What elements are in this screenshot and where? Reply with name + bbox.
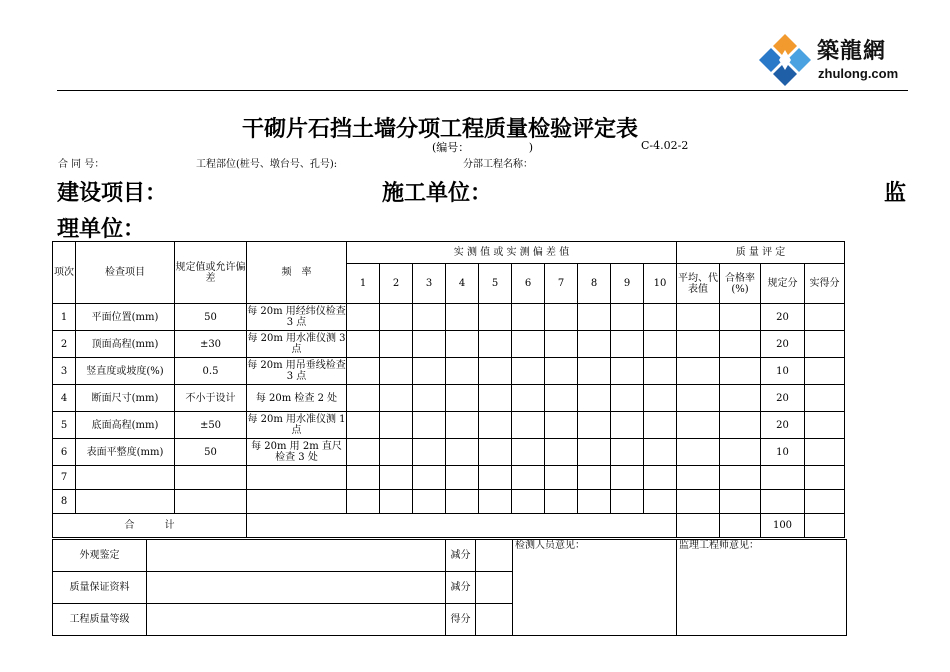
measured-cell[interactable] bbox=[578, 466, 611, 490]
row-item bbox=[76, 466, 175, 490]
measured-cell[interactable] bbox=[512, 466, 545, 490]
header-item: 检查项目 bbox=[76, 242, 175, 304]
measured-cell[interactable] bbox=[644, 412, 677, 439]
row-item: 表面平整度(mm) bbox=[76, 439, 175, 466]
pass-cell[interactable] bbox=[720, 490, 761, 514]
measured-cell[interactable] bbox=[611, 304, 644, 331]
avg-cell[interactable] bbox=[677, 439, 720, 466]
row-tolerance: 不小于设计 bbox=[175, 385, 247, 412]
row-tolerance: ±30 bbox=[175, 331, 247, 358]
zhulong-logo bbox=[757, 32, 907, 88]
col-3: 3 bbox=[413, 264, 446, 304]
measured-cell[interactable] bbox=[380, 385, 413, 412]
measured-cell[interactable] bbox=[611, 490, 644, 514]
row-item bbox=[76, 490, 175, 514]
row-score: 20 bbox=[761, 331, 805, 358]
row-score bbox=[761, 466, 805, 490]
measured-cell[interactable] bbox=[479, 439, 512, 466]
measured-cell[interactable] bbox=[347, 439, 380, 466]
contractor-label: 施工单位： bbox=[382, 180, 493, 206]
row-frequency: 每 20m 用水准仪测 1 点 bbox=[247, 412, 347, 439]
measured-cell[interactable] bbox=[347, 331, 380, 358]
measured-cell[interactable] bbox=[347, 490, 380, 514]
row-frequency: 每 20m 用 2m 直尺检查 3 处 bbox=[247, 439, 347, 466]
pass-cell[interactable] bbox=[720, 466, 761, 490]
construction-project-label: 建设项目： bbox=[57, 180, 168, 206]
measured-cell[interactable] bbox=[446, 466, 479, 490]
total-avg[interactable] bbox=[677, 514, 720, 538]
col-10: 10 bbox=[644, 264, 677, 304]
row-frequency: 每 20m 用水准仪测 3 点 bbox=[247, 331, 347, 358]
measured-cell[interactable] bbox=[479, 490, 512, 514]
contract-no-label: 合 同 号： bbox=[58, 159, 105, 170]
actual-cell[interactable] bbox=[805, 358, 845, 385]
header-pass-rate: 合格率(%) bbox=[720, 264, 761, 304]
pass-cell[interactable] bbox=[720, 439, 761, 466]
measured-cell[interactable] bbox=[413, 439, 446, 466]
deduct-label-2: 减分 bbox=[446, 572, 476, 604]
measured-cell[interactable] bbox=[545, 439, 578, 466]
row-score: 20 bbox=[761, 412, 805, 439]
row-score: 10 bbox=[761, 358, 805, 385]
measured-cell[interactable] bbox=[479, 358, 512, 385]
row-no: 6 bbox=[53, 439, 76, 466]
row-no: 2 bbox=[53, 331, 76, 358]
measured-cell[interactable] bbox=[644, 331, 677, 358]
logo-en-text: zhulong.com bbox=[818, 66, 899, 81]
measured-cell[interactable] bbox=[413, 331, 446, 358]
measured-cell[interactable] bbox=[644, 439, 677, 466]
docs-label: 质量保证资料 bbox=[53, 572, 147, 604]
got-label: 得分 bbox=[446, 604, 476, 636]
measured-cell[interactable] bbox=[347, 304, 380, 331]
header-score: 规定分 bbox=[761, 264, 805, 304]
measured-cell[interactable] bbox=[611, 412, 644, 439]
measured-cell[interactable] bbox=[347, 412, 380, 439]
avg-cell[interactable] bbox=[677, 358, 720, 385]
got-input[interactable] bbox=[476, 604, 513, 636]
actual-cell[interactable] bbox=[805, 331, 845, 358]
row-item: 竖直度或坡度(%) bbox=[76, 358, 175, 385]
actual-cell[interactable] bbox=[805, 466, 845, 490]
measured-cell[interactable] bbox=[479, 385, 512, 412]
measured-cell[interactable] bbox=[611, 439, 644, 466]
total-pass[interactable] bbox=[720, 514, 761, 538]
header-quality: 质 量 评 定 bbox=[677, 242, 845, 264]
row-score bbox=[761, 490, 805, 514]
col-5: 5 bbox=[479, 264, 512, 304]
row-item: 断面尺寸(mm) bbox=[76, 385, 175, 412]
row-tolerance bbox=[175, 490, 247, 514]
deduct-input-2[interactable] bbox=[476, 572, 513, 604]
measured-cell[interactable] bbox=[545, 331, 578, 358]
measured-cell[interactable] bbox=[512, 304, 545, 331]
measured-cell[interactable] bbox=[380, 412, 413, 439]
measured-cell[interactable] bbox=[512, 490, 545, 514]
measured-cell[interactable] bbox=[380, 304, 413, 331]
inspector-opinion[interactable]: 检测人员意见： bbox=[513, 540, 677, 636]
header-measured: 实 测 值 或 实 测 偏 差 值 bbox=[347, 242, 677, 264]
row-item: 顶面高程(mm) bbox=[76, 331, 175, 358]
measured-cell[interactable] bbox=[446, 331, 479, 358]
total-blank[interactable] bbox=[247, 514, 677, 538]
sub-project-label: 分部工程名称： bbox=[463, 159, 533, 170]
header-tolerance: 规定值或允许偏差 bbox=[175, 242, 247, 304]
measured-cell[interactable] bbox=[545, 358, 578, 385]
measured-cell[interactable] bbox=[545, 385, 578, 412]
form-code: C-4.02-2 bbox=[641, 139, 689, 152]
supervisor-label-a: 监 bbox=[884, 180, 907, 206]
appearance-input[interactable] bbox=[147, 540, 446, 572]
measured-cell[interactable] bbox=[644, 358, 677, 385]
table-row bbox=[53, 385, 845, 412]
table-row bbox=[53, 331, 845, 358]
pass-cell[interactable] bbox=[720, 331, 761, 358]
total-label: 合 计 bbox=[53, 514, 247, 538]
row-no: 5 bbox=[53, 412, 76, 439]
grade-input[interactable] bbox=[147, 604, 446, 636]
measured-cell[interactable] bbox=[512, 412, 545, 439]
measured-cell[interactable] bbox=[545, 490, 578, 514]
actual-cell[interactable] bbox=[805, 304, 845, 331]
measured-cell[interactable] bbox=[545, 466, 578, 490]
measured-cell[interactable] bbox=[644, 466, 677, 490]
actual-cell[interactable] bbox=[805, 439, 845, 466]
measured-cell[interactable] bbox=[446, 439, 479, 466]
col-8: 8 bbox=[578, 264, 611, 304]
deduct-label-1: 减分 bbox=[446, 540, 476, 572]
measured-cell[interactable] bbox=[578, 490, 611, 514]
logo-cn-text: 築龍網 bbox=[817, 38, 887, 64]
measured-cell[interactable] bbox=[479, 331, 512, 358]
measured-cell[interactable] bbox=[578, 358, 611, 385]
grade-label: 工程质量等级 bbox=[53, 604, 147, 636]
row-item: 平面位置(mm) bbox=[76, 304, 175, 331]
assessment-table bbox=[52, 539, 847, 636]
row-frequency: 每 20m 检查 2 处 bbox=[247, 385, 347, 412]
docs-input[interactable] bbox=[147, 572, 446, 604]
total-score: 100 bbox=[761, 514, 805, 538]
row-no: 4 bbox=[53, 385, 76, 412]
avg-cell[interactable] bbox=[677, 385, 720, 412]
page-title: 干砌片石挡土墙分项工程质量检验评定表 bbox=[241, 116, 638, 142]
measured-cell[interactable] bbox=[413, 358, 446, 385]
measured-cell[interactable] bbox=[380, 490, 413, 514]
measured-cell[interactable] bbox=[380, 331, 413, 358]
avg-cell[interactable] bbox=[677, 331, 720, 358]
measured-cell[interactable] bbox=[578, 304, 611, 331]
row-tolerance: ±50 bbox=[175, 412, 247, 439]
row-tolerance: 50 bbox=[175, 304, 247, 331]
row-frequency: 每 20m 用经纬仪检查 3 点 bbox=[247, 304, 347, 331]
measured-cell[interactable] bbox=[446, 490, 479, 514]
table-row bbox=[53, 358, 845, 385]
measured-cell[interactable] bbox=[578, 385, 611, 412]
measured-cell[interactable] bbox=[413, 385, 446, 412]
row-tolerance bbox=[175, 466, 247, 490]
measured-cell[interactable] bbox=[446, 358, 479, 385]
avg-cell[interactable] bbox=[677, 466, 720, 490]
pass-cell[interactable] bbox=[720, 304, 761, 331]
pass-cell[interactable] bbox=[720, 385, 761, 412]
measured-cell[interactable] bbox=[545, 412, 578, 439]
table-row bbox=[53, 466, 845, 490]
measured-cell[interactable] bbox=[545, 304, 578, 331]
measured-cell[interactable] bbox=[479, 466, 512, 490]
measured-cell[interactable] bbox=[578, 439, 611, 466]
engineer-opinion[interactable]: 监理工程师意见： bbox=[677, 540, 847, 636]
table-row bbox=[53, 412, 845, 439]
row-tolerance: 50 bbox=[175, 439, 247, 466]
measured-cell[interactable] bbox=[380, 358, 413, 385]
pass-cell[interactable] bbox=[720, 412, 761, 439]
measured-cell[interactable] bbox=[644, 490, 677, 514]
measured-cell[interactable] bbox=[578, 331, 611, 358]
header-rule bbox=[57, 90, 908, 91]
measured-cell[interactable] bbox=[512, 358, 545, 385]
measured-cell[interactable] bbox=[413, 490, 446, 514]
avg-cell[interactable] bbox=[677, 412, 720, 439]
measured-cell[interactable] bbox=[512, 385, 545, 412]
actual-cell[interactable] bbox=[805, 490, 845, 514]
col-7: 7 bbox=[545, 264, 578, 304]
measured-cell[interactable] bbox=[446, 412, 479, 439]
table-row bbox=[53, 439, 845, 466]
measured-cell[interactable] bbox=[611, 358, 644, 385]
measured-cell[interactable] bbox=[413, 412, 446, 439]
measured-cell[interactable] bbox=[380, 439, 413, 466]
row-no: 8 bbox=[53, 490, 76, 514]
row-frequency: 每 20m 用吊垂线检查 3 点 bbox=[247, 358, 347, 385]
measured-cell[interactable] bbox=[347, 466, 380, 490]
header-avg: 平均、代表值 bbox=[677, 264, 720, 304]
row-no: 7 bbox=[53, 466, 76, 490]
measured-cell[interactable] bbox=[413, 304, 446, 331]
measured-cell[interactable] bbox=[479, 412, 512, 439]
measured-cell[interactable] bbox=[644, 385, 677, 412]
header-actual: 实得分 bbox=[805, 264, 845, 304]
header-frequency: 频 率 bbox=[247, 242, 347, 304]
measured-cell[interactable] bbox=[446, 304, 479, 331]
measured-cell[interactable] bbox=[347, 358, 380, 385]
actual-cell[interactable] bbox=[805, 412, 845, 439]
deduct-input-1[interactable] bbox=[476, 540, 513, 572]
measured-cell[interactable] bbox=[479, 304, 512, 331]
avg-cell[interactable] bbox=[677, 490, 720, 514]
measured-cell[interactable] bbox=[512, 439, 545, 466]
measured-cell[interactable] bbox=[611, 331, 644, 358]
col-2: 2 bbox=[380, 264, 413, 304]
actual-cell[interactable] bbox=[805, 385, 845, 412]
row-frequency bbox=[247, 490, 347, 514]
row-score: 10 bbox=[761, 439, 805, 466]
measured-cell[interactable] bbox=[578, 412, 611, 439]
row-score: 20 bbox=[761, 385, 805, 412]
col-1: 1 bbox=[347, 264, 380, 304]
row-score: 20 bbox=[761, 304, 805, 331]
supervisor-label-b: 理单位： bbox=[57, 216, 146, 242]
inspection-table bbox=[52, 241, 845, 538]
measured-cell[interactable] bbox=[512, 331, 545, 358]
header-no: 项次 bbox=[53, 242, 76, 304]
measured-cell[interactable] bbox=[644, 304, 677, 331]
col-6: 6 bbox=[512, 264, 545, 304]
diamond-logo-icon bbox=[757, 32, 813, 88]
row-no: 1 bbox=[53, 304, 76, 331]
appearance-label: 外观鉴定 bbox=[53, 540, 147, 572]
project-part-label: 工程部位(桩号、墩台号、孔号): bbox=[196, 159, 338, 170]
table-row bbox=[53, 304, 845, 331]
row-frequency bbox=[247, 466, 347, 490]
total-actual[interactable] bbox=[805, 514, 845, 538]
col-4: 4 bbox=[446, 264, 479, 304]
measured-cell[interactable] bbox=[380, 466, 413, 490]
row-tolerance: 0.5 bbox=[175, 358, 247, 385]
measured-cell[interactable] bbox=[446, 385, 479, 412]
row-item: 底面高程(mm) bbox=[76, 412, 175, 439]
numbering-label: (编号： ) bbox=[432, 141, 534, 154]
measured-cell[interactable] bbox=[413, 466, 446, 490]
avg-cell[interactable] bbox=[677, 304, 720, 331]
pass-cell[interactable] bbox=[720, 358, 761, 385]
row-no: 3 bbox=[53, 358, 76, 385]
measured-cell[interactable] bbox=[611, 466, 644, 490]
col-9: 9 bbox=[611, 264, 644, 304]
measured-cell[interactable] bbox=[347, 385, 380, 412]
table-row bbox=[53, 490, 845, 514]
measured-cell[interactable] bbox=[611, 385, 644, 412]
